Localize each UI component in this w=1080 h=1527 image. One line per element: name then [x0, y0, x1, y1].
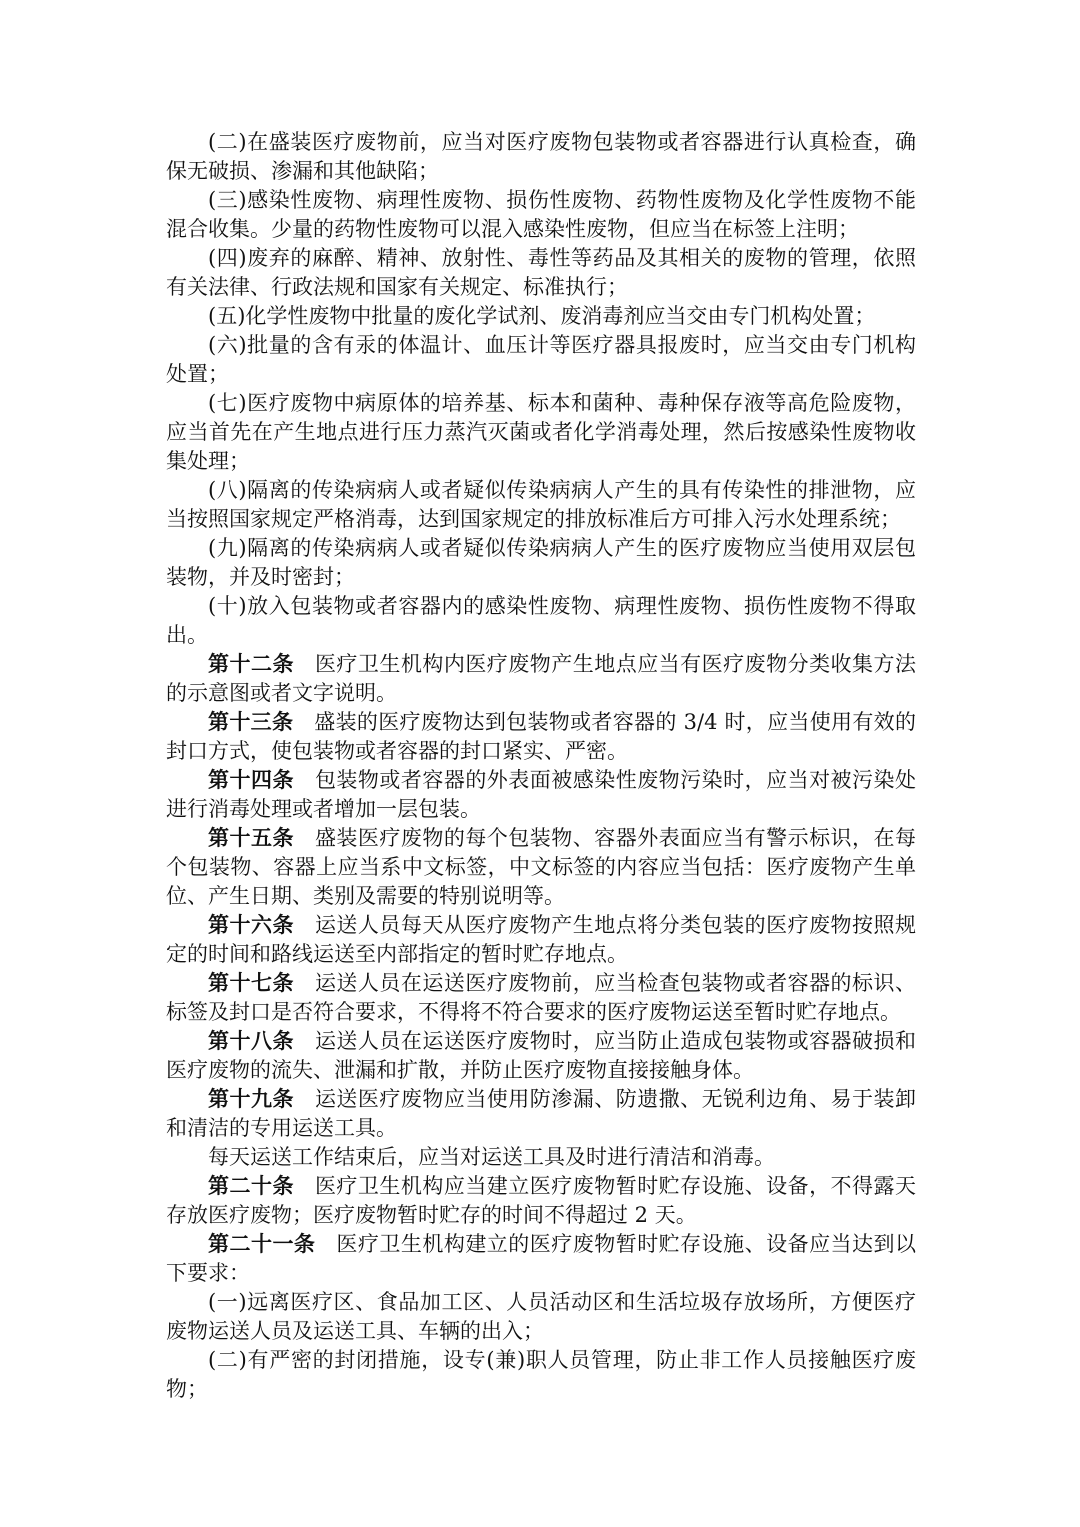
clause-paragraph	[166, 476, 916, 534]
article-paragraph	[166, 1230, 916, 1288]
clause-paragraph	[166, 302, 916, 331]
clause-paragraph	[166, 592, 916, 650]
paragraph-text: (十)放入包装物或者容器内的感染性废物、病理性废物、损伤性废物不得取出。	[166, 594, 916, 647]
paragraph-text: (七)医疗废物中病原体的培养基、标本和菌种、毒种保存液等高危险废物，应当首先在产生地点进行压力蒸汽灭菌或者化学消毒处理，然后按感染性废物收集处理；	[166, 391, 916, 473]
paragraph-text: 医疗卫生机构应当建立医疗废物暂时贮存设施、设备，不得露天存放医疗废物；医疗废物暂时贮存的时间不得超过 2 天。	[166, 1174, 916, 1227]
article-paragraph	[166, 824, 916, 911]
paragraph-text: (二)在盛装医疗废物前，应当对医疗废物包装物或者容器进行认真检查，确保无破损、渗漏和其他缺陷；	[166, 130, 916, 183]
paragraph-text: 运送医疗废物应当使用防渗漏、防遗撒、无锐利边角、易于装卸和清洁的专用运送工具。	[166, 1087, 916, 1140]
paragraph-text: 医疗卫生机构内医疗废物产生地点应当有医疗废物分类收集方法的示意图或者文字说明。	[166, 652, 916, 705]
paragraph-text: 盛装医疗废物的每个包装物、容器外表面应当有警示标识，在每个包装物、容器上应当系中文标签，中文标签的内容应当包括：医疗废物产生单位、产生日期、类别及需要的特别说明等。	[166, 826, 916, 908]
article-number: 第十五条	[208, 826, 294, 850]
article-number: 第十六条	[208, 913, 294, 937]
paragraph-text: 盛装的医疗废物达到包装物或者容器的 3/4 时，应当使用有效的封口方式，使包装物或者容器的封口紧实、严密。	[166, 710, 916, 763]
clause-paragraph	[166, 186, 916, 244]
paragraph-text: (一)远离医疗区、食品加工区、人员活动区和生活垃圾存放场所，方便医疗废物运送人员及运送工具、车辆的出入；	[166, 1290, 916, 1343]
paragraph-text: 每天运送工作结束后，应当对运送工具及时进行清洁和消毒。	[208, 1145, 775, 1169]
article-paragraph	[166, 969, 916, 1027]
article-paragraph	[166, 708, 916, 766]
paragraph-text: 运送人员在运送医疗废物时，应当防止造成包装物或容器破损和医疗废物的流失、泄漏和扩散，并防止医疗废物直接接触身体。	[166, 1029, 916, 1082]
article-number: 第十八条	[208, 1029, 294, 1053]
clause-paragraph	[166, 389, 916, 476]
article-number: 第二十一条	[208, 1232, 316, 1256]
clause-paragraph	[166, 1346, 916, 1404]
article-number: 第二十条	[208, 1174, 294, 1198]
article-paragraph	[166, 1027, 916, 1085]
article-paragraph	[166, 911, 916, 969]
clause-paragraph	[166, 244, 916, 302]
article-number: 第十九条	[208, 1087, 294, 1111]
paragraph-text: (五)化学性废物中批量的废化学试剂、废消毒剂应当交由专门机构处置；	[208, 304, 876, 328]
paragraph-text: (二)有严密的封闭措施，设专(兼)职人员管理，防止非工作人员接触医疗废物；	[166, 1348, 916, 1401]
article-paragraph	[166, 766, 916, 824]
article-paragraph	[166, 1085, 916, 1143]
paragraph-text: 医疗卫生机构建立的医疗废物暂时贮存设施、设备应当达到以下要求：	[166, 1232, 917, 1285]
clause-paragraph	[166, 331, 916, 389]
article-paragraph	[166, 1172, 916, 1230]
paragraph-text: 包装物或者容器的外表面被感染性废物污染时，应当对被污染处进行消毒处理或者增加一层包装。	[166, 768, 916, 821]
article-number: 第十七条	[208, 971, 294, 995]
article-paragraph	[166, 650, 916, 708]
paragraph-text: (六)批量的含有汞的体温计、血压计等医疗器具报废时，应当交由专门机构处置；	[166, 333, 916, 386]
article-number: 第十三条	[208, 710, 294, 734]
clause-paragraph	[166, 1143, 916, 1172]
paragraph-text: 运送人员每天从医疗废物产生地点将分类包装的医疗废物按照规定的时间和路线运送至内部指定的暂时贮存地点。	[166, 913, 916, 966]
document-body	[166, 128, 916, 1404]
article-number: 第十四条	[208, 768, 294, 792]
paragraph-text: (三)感染性废物、病理性废物、损伤性废物、药物性废物及化学性废物不能混合收集。少量的药物性废物可以混入感染性废物，但应当在标签上注明；	[166, 188, 916, 241]
paragraph-text: 运送人员在运送医疗废物前，应当检查包装物或者容器的标识、标签及封口是否符合要求，不得将不符合要求的医疗废物运送至暂时贮存地点。	[166, 971, 916, 1024]
clause-paragraph	[166, 1288, 916, 1346]
clause-paragraph	[166, 128, 916, 186]
clause-paragraph	[166, 534, 916, 592]
paragraph-text: (八)隔离的传染病病人或者疑似传染病病人产生的具有传染性的排泄物，应当按照国家规定严格消毒，达到国家规定的排放标准后方可排入污水处理系统；	[166, 478, 916, 531]
paragraph-text: (四)废弃的麻醉、精神、放射性、毒性等药品及其相关的废物的管理，依照有关法律、行政法规和国家有关规定、标准执行；	[166, 246, 916, 299]
paragraph-text: (九)隔离的传染病病人或者疑似传染病病人产生的医疗废物应当使用双层包装物，并及时密封；	[166, 536, 916, 589]
article-number: 第十二条	[208, 652, 294, 676]
